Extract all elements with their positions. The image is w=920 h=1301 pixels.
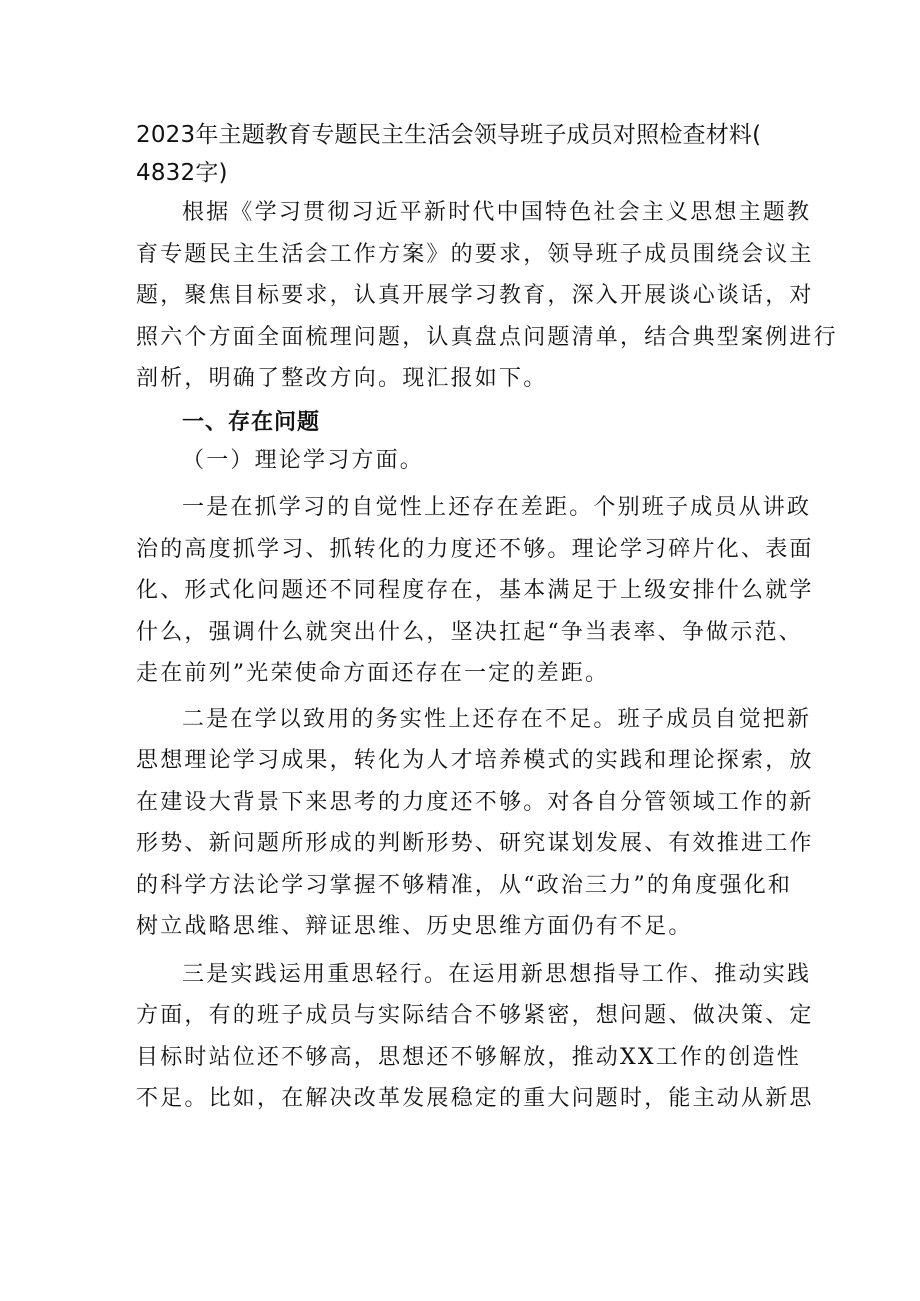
text-line: 思想理论学习成果，转化为人才培养模式的实践和理论探索，放 [136, 748, 814, 773]
text-line: 根据《学习贯彻习近平新时代中国特色社会主义思想主题教 [182, 200, 812, 225]
text-line: 育专题民主生活会工作方案》的要求，领导班子成员围绕会议主 [136, 241, 814, 267]
text-line: 树立战略思维、辩证思维、历史思维方面仍有不足。 [136, 914, 693, 939]
section-heading: 一、存在问题 [182, 409, 321, 435]
document-body [136, 192, 838, 1120]
text-line: 照六个方面全面梳理问题，认真盘点问题清单，结合典型案例进行 [136, 324, 838, 350]
intro-paragraph [136, 192, 838, 400]
text-line: 一是在抓学习的自觉性上还存在差距。个别班子成员从讲政 [182, 495, 812, 520]
text-line: 什么，强调什么就突出什么，坚决扛起“争当表率、争做示范、 [136, 619, 803, 645]
text-line: 三是实践运用重思轻行。在运用新思想指导工作、推动实践 [182, 961, 812, 987]
subsection-heading: （一）理论学习方面。 [182, 447, 425, 473]
text-line: 形势、新问题所形成的判断形势、研究谋划发展、有效推进工作 [136, 831, 814, 856]
text-line: 二是在学以致用的务实性上还存在不足。班子成员自觉把新 [182, 706, 812, 732]
text-line: 剖析，明确了整改方向。现汇报如下。 [136, 366, 548, 391]
text-line: 化、形式化问题还不同程度存在，基本满足于上级安排什么就学 [136, 578, 814, 603]
text-line: 方面，有的班子成员与实际结合不够紧密，想问题、做决策、定 [136, 1003, 814, 1028]
text-line: 题，聚焦目标要求，认真开展学习教育，深入开展谈心谈话，对 [136, 283, 814, 308]
paragraph-3 [136, 954, 814, 1120]
title-line: 2023年主题教育专题民主生活会领导班子成员对照检查材料( [136, 122, 762, 148]
text-line: 在建设大背景下来思考的力度还不够。对各自分管领域工作的新 [136, 789, 814, 815]
paragraph-2 [136, 699, 814, 948]
title-line: 4832字) [136, 160, 228, 186]
text-line: 治的高度抓学习、抓转化的力度还不够。理论学习碎片化、表面 [136, 536, 814, 562]
text-line: 的科学方法论学习掌握不够精准，从“政治三力”的角度强化和 [136, 872, 793, 898]
text-line: 不足。比如，在解决改革发展稳定的重大问题时，能主动从新思 [136, 1086, 814, 1111]
text-line: 走在前列”光荣使命方面还存在一定的差距。 [136, 661, 610, 686]
text-line: 目标时站位还不够高，思想还不够解放，推动XX工作的创造性 [136, 1044, 801, 1070]
paragraph-1 [136, 487, 814, 695]
document-title [136, 116, 796, 192]
